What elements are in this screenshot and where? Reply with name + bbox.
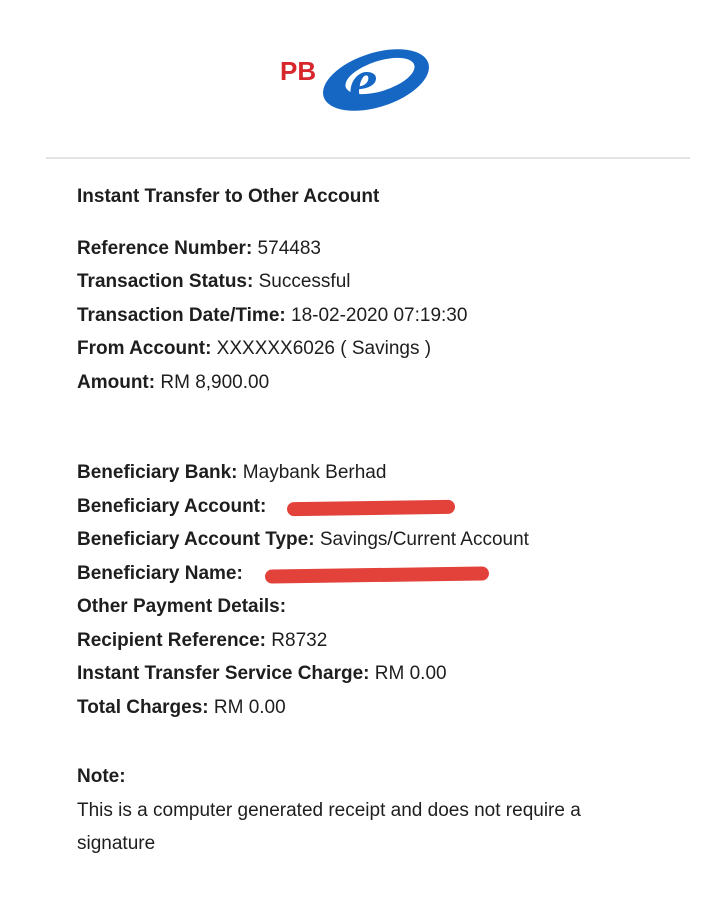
detail-label: Beneficiary Bank: xyxy=(77,462,238,483)
detail-label: Instant Transfer Service Charge: xyxy=(77,663,370,684)
header-divider xyxy=(46,157,690,159)
redaction-mark xyxy=(265,566,489,583)
receipt-body xyxy=(77,180,697,861)
detail-label: Amount: xyxy=(77,371,156,393)
detail-row-datetime xyxy=(77,299,697,333)
detail-value: Maybank Berhad xyxy=(237,462,387,483)
beneficiary-details xyxy=(77,456,697,724)
beneficiary-row-total-charges xyxy=(77,691,697,725)
section-spacer xyxy=(77,724,697,760)
detail-label: Beneficiary Account: xyxy=(77,495,267,517)
detail-label: Recipient Reference: xyxy=(77,629,267,651)
detail-label: Total Charges: xyxy=(77,696,209,718)
detail-value: Successful xyxy=(253,271,351,292)
detail-value: RM 8,900.00 xyxy=(155,371,270,393)
logo-e-mark: e xyxy=(349,45,378,116)
detail-value: R8732 xyxy=(266,629,328,651)
detail-row-reference xyxy=(77,232,697,266)
redaction-mark xyxy=(287,499,455,515)
detail-value: Savings/Current Account xyxy=(314,529,529,550)
detail-row-status xyxy=(77,265,697,299)
detail-label: Transaction Status: xyxy=(77,271,254,292)
beneficiary-row-service-charge xyxy=(77,657,697,691)
note-label: Note: xyxy=(77,766,126,787)
beneficiary-row-account xyxy=(77,490,697,524)
section-spacer xyxy=(77,399,697,456)
detail-row-from-account xyxy=(77,332,697,366)
detail-label: Transaction Date/Time: xyxy=(77,304,286,326)
receipt-title: Instant Transfer to Other Account xyxy=(77,186,380,207)
transaction-details xyxy=(77,232,697,400)
detail-row-amount xyxy=(77,366,697,400)
detail-label: Other Payment Details: xyxy=(77,596,287,617)
pbe-logo xyxy=(276,40,436,120)
pbe-logo-graphic xyxy=(276,40,436,120)
detail-label: Beneficiary Account Type: xyxy=(77,529,315,550)
detail-value: 18-02-2020 07:19:30 xyxy=(285,304,468,326)
detail-label: Reference Number: xyxy=(77,237,253,259)
note-text: This is a computer generated receipt and does not require a signature xyxy=(77,799,581,854)
detail-value: RM 0.00 xyxy=(369,663,447,684)
detail-value: 574483 xyxy=(252,237,321,259)
detail-label: From Account: xyxy=(77,338,212,359)
beneficiary-row-other-details xyxy=(77,590,697,624)
beneficiary-row-recipient-reference xyxy=(77,624,697,658)
beneficiary-row-account-type xyxy=(77,523,697,557)
logo-pb-letters: PB xyxy=(280,56,317,86)
detail-value: RM 0.00 xyxy=(208,696,286,718)
detail-value: XXXXXX6026 ( Savings ) xyxy=(211,338,432,359)
beneficiary-row-bank xyxy=(77,456,697,490)
detail-label: Beneficiary Name: xyxy=(77,562,243,584)
beneficiary-row-name xyxy=(77,557,697,591)
